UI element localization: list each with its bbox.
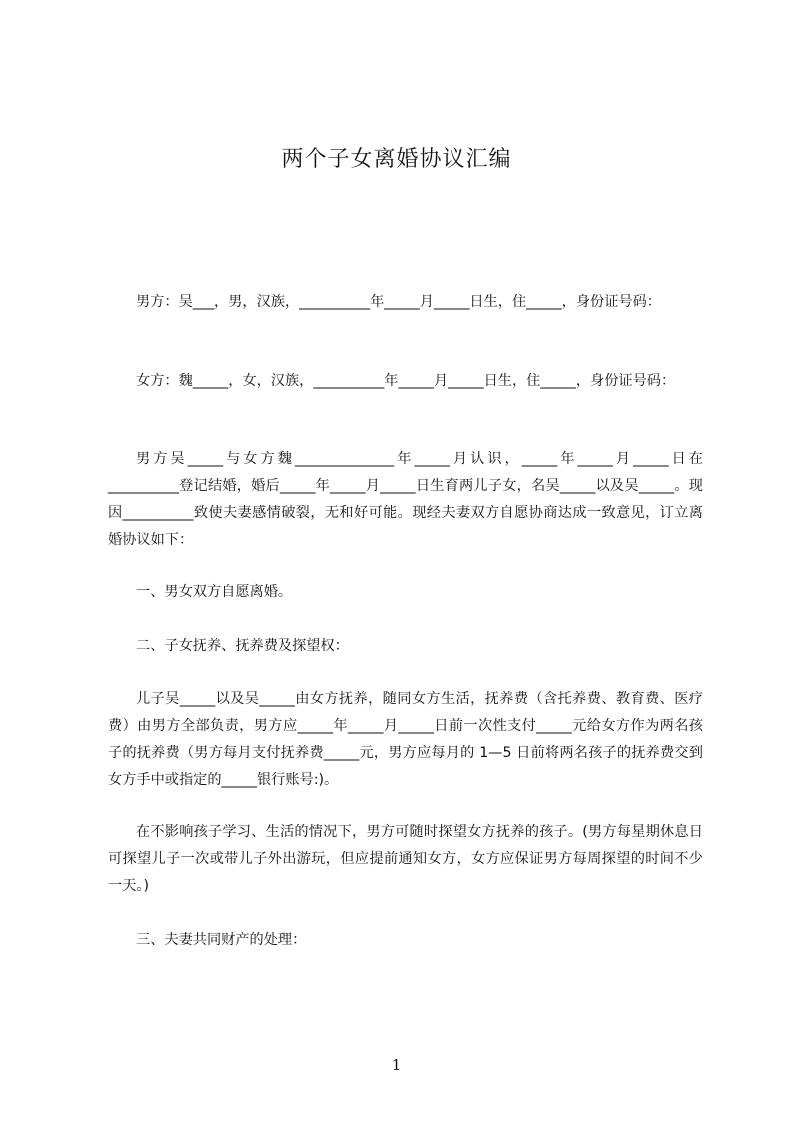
paragraph-child-support: 儿子吴_____以及吴_____由女方抚养，随同女方生活，抚养费（含托养费、教育费、医疗费）由男方全部负责，男方应_____年_____月_____日前一次性支付_____元给女方作为两名孩子的抚养费（男方每月支付抚养费_____元，男方应每月的 1—5 日前将两名孩子的抚养费交到女方手中或指定的_____银行账号:)。 [108,691,703,788]
clause-2-heading: 二、子女抚养、抚养费及探望权： [136,638,349,654]
paragraph-visitation: 在不影响孩子学习、生活的情况下，男方可随时探望女方抚养的孩子。(男方每星期休息日可探望儿子一次或带儿子外出游玩，但应提前通知女方，女方应保证男方每周探望的时间不少一天。) [108,824,703,894]
page-number: 1 [391,1056,402,1074]
paragraph-marriage-background: 男方吴_____与女方魏______________年_____月认识，_____年_____月_____日在__________登记结婚，婚后_____年_____月_____日生育两儿子女，名吴_____以及吴_____。现因__________致使夫妻感情破裂，无和好可能。现经夫妻双方自愿协商达成一致意见，订立离婚协议如下： [108,451,703,548]
clause-3-heading: 三、夫妻共同财产的处理： [136,932,307,948]
clause-1-divorce: 一、男女双方自愿离婚。 [136,584,293,600]
paragraph-wife-info: 女方：魏_____，女，汉族，__________年_____月_____日生，住_____，身份证号码： [136,373,676,389]
paragraph-husband-info: 男方：吴___，男，汉族，__________年_____月_____日生，住_____，身份证号码： [136,294,661,310]
document-title: 两个子女离婚协议汇编 [281,147,512,172]
